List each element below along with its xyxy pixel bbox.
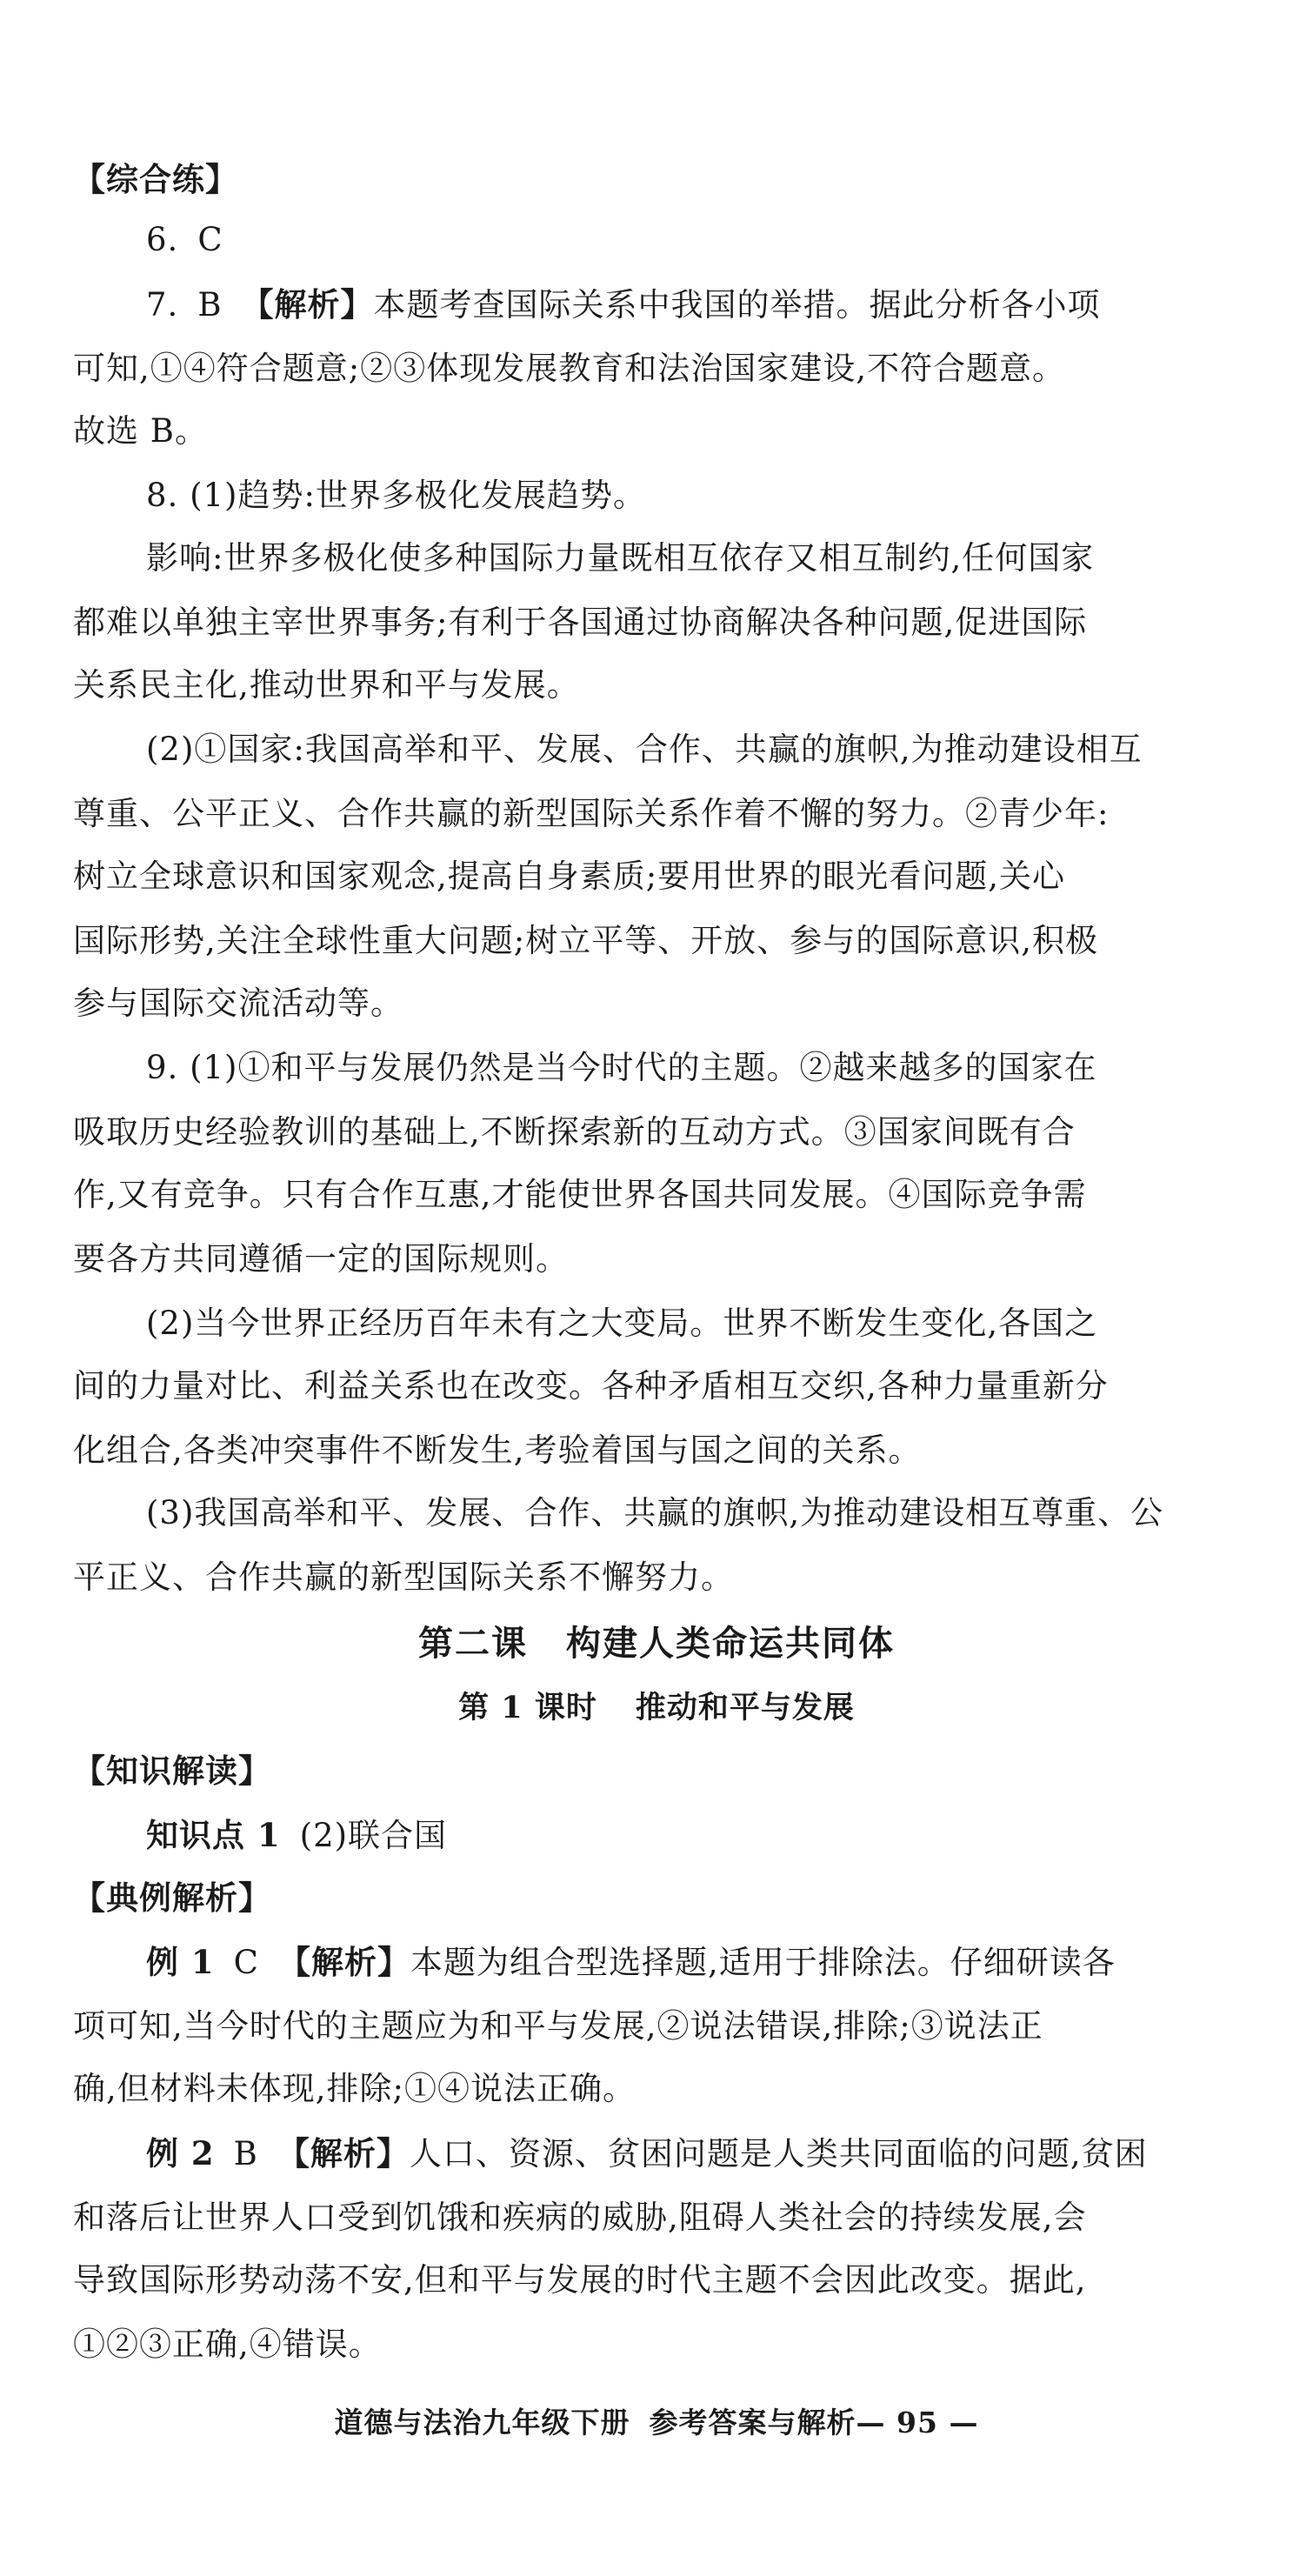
lesson-subtitle [0,1685,1313,1731]
q8-line-9: 参与国际交流活动等。 [73,984,403,1022]
q9-line-9: 平正义、合作共赢的新型国际关系不懈努力。 [73,1558,734,1596]
q7-num: 7. [146,286,179,324]
q8-line-2: 影响:世界多极化使多种国际力量既相互依存又相互制约,任何国家 [146,539,1095,577]
ex1-text-1: 本题为组合型选择题,适用于排除法。仔细研读各 [410,1944,1116,1981]
ex2-line-3: 导致国际形势动荡不安,但和平与发展的时代主题不会因此改变。据此, [73,2261,1087,2299]
q8-line-7: 树立全球意识和国家观念,提高自身素质;要用世界的眼光看问题,关心 [73,858,1065,895]
section-dianli: 【典例解析】 [73,1879,271,1917]
ex2-line-2: 和落后让世界人口受到饥饿和疾病的威胁,阻碍人类社会的持续发展,会 [73,2199,1087,2236]
q8-line-3: 都难以单独主宰世界事务;有利于各国通过协商解决各种问题,促进国际 [73,604,1088,641]
section-zhishi: 【知识解读】 [73,1752,271,1790]
page-footer [0,2400,1313,2446]
ex2-line-4: ①②③正确,④错误。 [73,2326,382,2363]
footer-page-number: — 95 — [856,2406,979,2439]
q6-num: 6. [146,221,179,258]
q7-line-2: 可知,①④符合题意;②③体现发展教育和法治国家建设,不符合题意。 [73,350,1065,387]
q7-answer: B [197,286,223,324]
lesson-title-text: 构建人类命运共同体 [566,1623,895,1664]
lesson-subtitle-num: 第 1 课时 [458,1690,597,1725]
lesson-title [0,1621,1313,1666]
section-zonghe: 【综合练】 [73,160,238,198]
ex2-answer: B [233,2135,258,2172]
lesson-title-num: 第二课 [418,1623,528,1664]
q8-line-5: (2)①国家:我国高举和平、发展、合作、共赢的旗帜,为推动建设相互 [146,731,1143,768]
footer-section: 参考答案与解析 [649,2406,856,2439]
q7-line-1 [146,282,1264,328]
q8-line-8: 国际形势,关注全球性重大问题;树立平等、开放、参与的国际意识,积极 [73,922,1098,959]
q8-line-1: 8. (1)趋势:世界多极化发展趋势。 [146,477,646,514]
q9-line-2: 吸取历史经验教训的基础上,不断探索新的互动方式。③国家间既有合 [73,1113,1076,1151]
ex1-label: 例 1 [146,1943,215,1981]
q9-line-1: 9. (1)①和平与发展仍然是当今时代的主题。②越来越多的国家在 [146,1049,1097,1086]
q9-line-8: (3)我国高举和平、发展、合作、共赢的旗帜,为推动建设相互尊重、公 [146,1494,1164,1532]
kp1-line [146,1812,1264,1859]
q7-analysis-tag: 【解析】 [241,285,374,324]
q8-line-6: 尊重、公平正义、合作共赢的新型国际关系作着不懈的努力。②青少年: [73,795,1110,832]
q7-text-1: 本题考查国际关系中我国的举措。据此分析各小项 [373,286,1101,324]
q8-line-4: 关系民主化,推动世界和平与发展。 [73,666,580,704]
footer-book: 道德与法治九年级下册 [334,2406,630,2439]
q6-line [146,217,1264,263]
ex2-line-1 [146,2131,1264,2177]
ex2-text-1: 人口、资源、贫困问题是人类共同面临的问题,贫困 [409,2135,1148,2172]
q6-answer: C [197,221,223,258]
q9-line-3: 作,又有竞争。只有合作互惠,才能使世界各国共同发展。④国际竞争需 [73,1176,1087,1213]
q9-line-4: 要各方共同遵循一定的国际规则。 [73,1240,569,1278]
q9-line-6: 间的力量对比、利益关系也在改变。各种矛盾相互交织,各种力量重新分 [73,1367,1109,1405]
kp1-text: (2)联合国 [299,1817,448,1854]
lesson-subtitle-text: 推动和平与发展 [635,1690,855,1725]
q7-line-3: 故选 B。 [73,412,208,450]
ex2-analysis-tag: 【解析】 [277,2134,410,2172]
q9-line-5: (2)当今世界正经历百年未有之大变局。世界不断发生变化,各国之 [146,1305,1098,1342]
ex1-line-3: 确,但材料未体现,排除;①④说法正确。 [73,2070,636,2107]
q9-line-7: 化组合,各类冲突事件不断发生,考验着国与国之间的关系。 [73,1431,922,1469]
ex1-answer: C [233,1944,259,1981]
ex1-line-1 [146,1939,1264,1985]
ex2-label: 例 2 [146,2134,215,2172]
ex1-analysis-tag: 【解析】 [277,1943,410,1981]
ex1-line-2: 项可知,当今时代的主题应为和平与发展,②说法错误,排除;③说法正 [73,2007,1043,2045]
kp1-label: 知识点 1 [146,1816,281,1854]
